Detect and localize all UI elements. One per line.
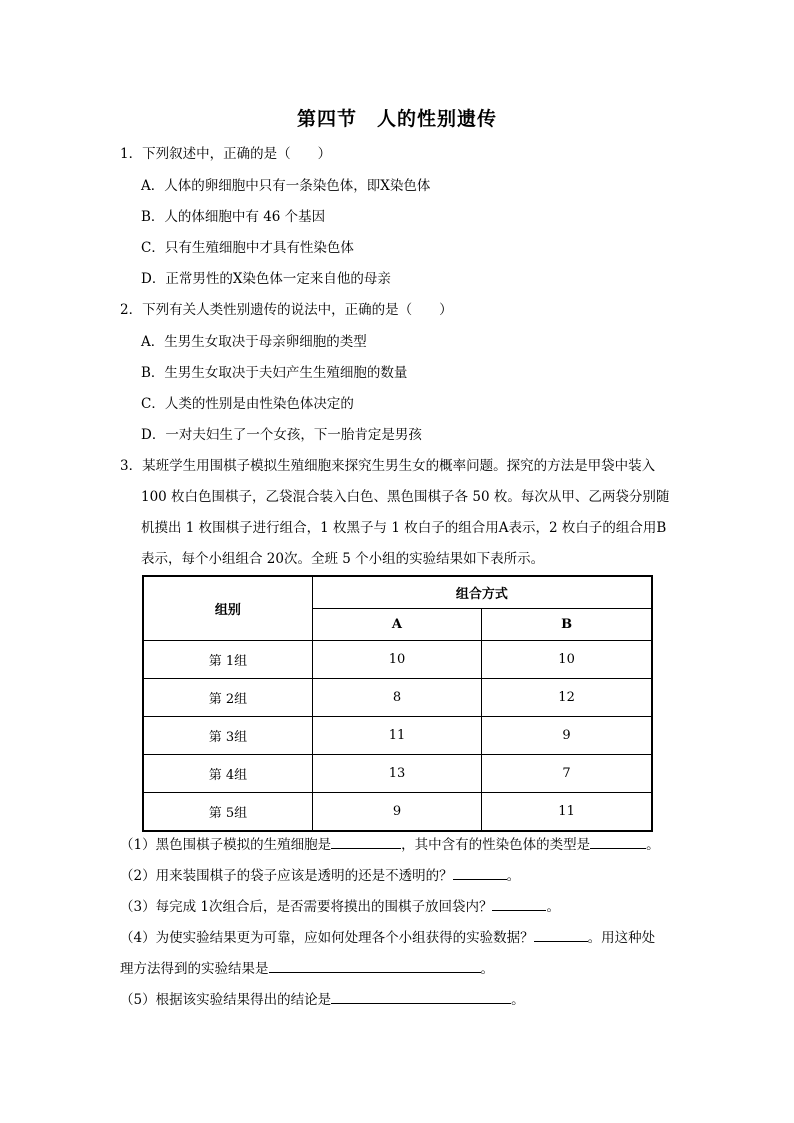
q3-stem-line-4: 表示，每个小组组合 20次。全班 5 个小组的实验结果如下表所示。 bbox=[141, 551, 545, 567]
sub4-text-c: 理方法得到的实验结果是 bbox=[120, 961, 269, 977]
sub3-text-b: 。 bbox=[546, 899, 560, 915]
a-cell: 13 bbox=[312, 754, 481, 792]
q2-option-a: A．生男生女取决于母亲卵细胞的类型 bbox=[141, 334, 367, 350]
sub1-text-a: （1）黑色围棋子模拟的生殖细胞是 bbox=[120, 837, 332, 853]
answer-blank-5[interactable] bbox=[331, 989, 511, 1004]
q3-sub2 bbox=[120, 865, 520, 886]
page-title: 第四节 人的性别遗传 bbox=[296, 108, 497, 130]
a-cell: 8 bbox=[312, 678, 481, 716]
group-cell: 第 3组 bbox=[143, 716, 312, 754]
group-cell: 第 4组 bbox=[143, 754, 312, 792]
q3-sub4 bbox=[120, 927, 655, 948]
answer-blank-4b[interactable] bbox=[269, 958, 481, 973]
sub3-text-a: （3）每完成 1次组合后，是否需要将摸出的围棋子放回袋内？ bbox=[120, 899, 493, 915]
b-cell: 9 bbox=[482, 716, 652, 754]
group-cell: 第 2组 bbox=[143, 678, 312, 716]
q1-option-a: A．人体的卵细胞中只有一条染色体，即X染色体 bbox=[141, 178, 431, 194]
q3-sub1 bbox=[120, 834, 660, 855]
q1-option-d: D．正常男性的X染色体一定来自他的母亲 bbox=[141, 271, 391, 287]
b-cell: 11 bbox=[482, 792, 652, 831]
q3-stem-line-1: 3．某班学生用围棋子模拟生殖细胞来探究生男生女的概率问题。探究的方法是甲袋中装入 bbox=[120, 458, 656, 474]
table-row bbox=[143, 678, 652, 716]
sub4-text-b: 。用这种处 bbox=[587, 930, 656, 946]
experiment-results-table bbox=[142, 575, 653, 832]
sub5-text-a: （5）根据该实验结果得出的结论是 bbox=[120, 992, 332, 1008]
b-cell: 7 bbox=[482, 754, 652, 792]
q2-option-d: D．一对夫妇生了一个女孩，下一胎肯定是男孩 bbox=[141, 427, 422, 443]
table-row bbox=[143, 792, 652, 831]
answer-blank-4a[interactable] bbox=[534, 927, 588, 942]
answer-blank-1a[interactable] bbox=[331, 834, 401, 849]
group-header: 组别 bbox=[143, 576, 312, 640]
column-b-header: B bbox=[482, 608, 652, 640]
a-cell: 9 bbox=[312, 792, 481, 831]
q3-stem-line-2: 100 枚白色围棋子，乙袋混合装入白色、黑色围棋子各 50 枚。每次从甲、乙两袋分别随 bbox=[141, 489, 670, 505]
q1-stem: 1．下列叙述中，正确的是（ ） bbox=[120, 146, 332, 162]
sub2-text-b: 。 bbox=[506, 868, 521, 884]
q1-option-c: C．只有生殖细胞中才具有性染色体 bbox=[141, 240, 354, 256]
q1-option-b: B．人的体细胞中有 46 个基因 bbox=[141, 209, 326, 225]
sub4-text-a: （4）为使实验结果更为可靠，应如何处理各个小组获得的实验数据？ bbox=[120, 930, 534, 946]
sub1-text-b: ，其中含有的性染色体的类型是 bbox=[401, 837, 591, 853]
combo-header: 组合方式 bbox=[312, 576, 652, 608]
table-row bbox=[143, 754, 652, 792]
q2-option-c: C．人类的性别是由性染色体决定的 bbox=[141, 396, 354, 412]
q2-option-b: B．生男生女取决于夫妇产生生殖细胞的数量 bbox=[141, 365, 408, 381]
answer-blank-2[interactable] bbox=[453, 865, 507, 880]
q3-stem-line-3: 机摸出 1 枚围棋子进行组合，1 枚黑子与 1 枚白子的组合用A表示，2 枚白子的组合用B bbox=[141, 520, 667, 536]
q3-sub5 bbox=[120, 989, 525, 1010]
b-cell: 10 bbox=[482, 640, 652, 678]
sub2-text-a: （2）用来装围棋子的袋子应该是透明的还是不透明的？ bbox=[120, 868, 453, 884]
column-a-header: A bbox=[312, 608, 481, 640]
group-cell: 第 5组 bbox=[143, 792, 312, 831]
sub5-text-b: 。 bbox=[511, 992, 525, 1008]
q3-sub4-continued bbox=[120, 958, 494, 979]
group-cell: 第 1组 bbox=[143, 640, 312, 678]
a-cell: 11 bbox=[312, 716, 481, 754]
q3-sub3 bbox=[120, 896, 560, 917]
answer-blank-1b[interactable] bbox=[590, 834, 646, 849]
table-row bbox=[143, 640, 652, 678]
b-cell: 12 bbox=[482, 678, 652, 716]
q2-stem: 2．下列有关人类性别遗传的说法中，正确的是（ ） bbox=[120, 302, 453, 318]
table-row bbox=[143, 716, 652, 754]
sub1-text-c: 。 bbox=[646, 837, 660, 853]
answer-blank-3[interactable] bbox=[492, 896, 546, 911]
sub4-text-d: 。 bbox=[480, 961, 494, 977]
a-cell: 10 bbox=[312, 640, 481, 678]
